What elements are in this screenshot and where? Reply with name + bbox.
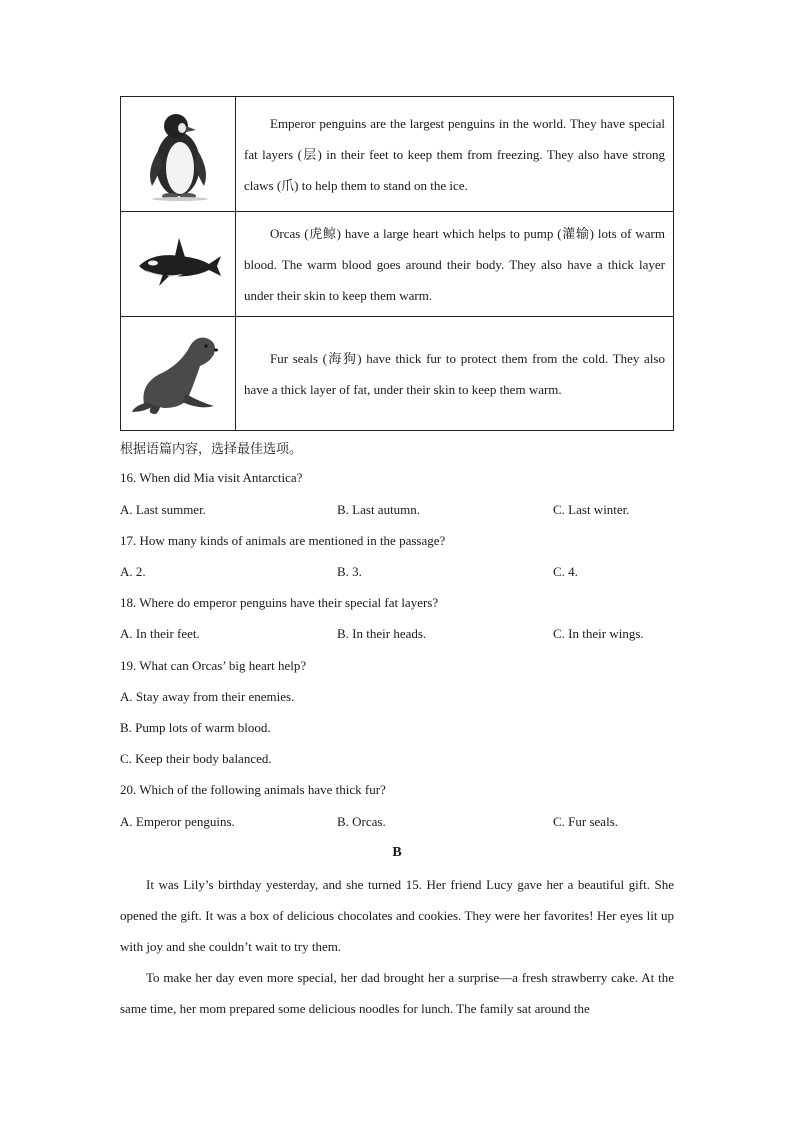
passage-paragraph-2: To make her day even more special, her dad brought her a surprise—a fresh strawberry cake. At the same time, her mom prepared some delicious noodles for lunch. The family sat around the [120,970,674,1016]
q16-option-b: B. Last autumn. [337,502,421,517]
penguin-image [138,106,218,202]
orca-image-cell [121,212,236,317]
q16-option-a: A. Last summer. [120,502,206,517]
q20-option-a: A. Emperor penguins. [120,814,235,829]
q18-option-a: A. In their feet. [120,626,200,641]
q19-option-c: C. Keep their body balanced. [120,751,272,766]
seal-description-cell [236,317,674,431]
penguin-description-cell [236,97,674,212]
q19-option-b: B. Pump lots of warm blood. [120,720,271,735]
question-17: 17. How many kinds of animals are mentioned in the passage? [120,533,446,548]
q20-option-b: B. Orcas. [337,814,386,829]
animal-table [120,96,674,431]
seal-description: Fur seals (海狗) have thick fur to protect them from the cold. They also have a thick layer of fat, under their skin to keep them warm. [244,350,665,397]
penguin-description: Emperor penguins are the largest penguins in the world. They have special fat layers (层) in their feet to keep them from freezing. They also have strong claws (爪) to help them to stand on the ice. [244,115,665,193]
seal-image-cell [121,317,236,431]
q18-option-b: B. In their heads. [337,626,427,641]
q17-option-b: B. 3. [337,564,362,579]
question-20: 20. Which of the following animals have thick fur? [120,782,386,797]
section-b-title: B [392,845,402,860]
table-row-penguin [121,97,674,212]
question-19: 19. What can Orcas’ big heart help? [120,658,307,673]
seal-image [130,332,226,416]
instruction-text: 根据语篇内容，选择最佳选项。 [120,442,303,457]
table-row-orca [121,212,674,317]
passage-paragraph-1: It was Lily’s birthday yesterday, and she turned 15. Her friend Lucy gave her a beautiful gift. She opened the gift. It was a box of delicious chocolates and cookies. They were her favorites! Her eyes lit up with joy and she couldn’t wait to try them. [120,877,674,954]
q18-option-c: C. In their wings. [553,626,644,641]
question-16: 16. When did Mia visit Antarctica? [120,470,303,485]
table-row-seal [121,317,674,431]
q17-option-a: A. 2. [120,564,146,579]
q19-option-a: A. Stay away from their enemies. [120,689,295,704]
orca-image [133,236,223,292]
orca-description-cell [236,212,674,317]
question-18: 18. Where do emperor penguins have their special fat layers? [120,595,439,610]
q16-option-c: C. Last winter. [553,502,630,517]
orca-description: Orcas (虎鲸) have a large heart which helps to pump (灌输) lots of warm blood. The warm blood goes around their body. They also have a thick layer under their skin to keep them warm. [244,225,665,303]
q20-option-c: C. Fur seals. [553,814,618,829]
penguin-image-cell [121,97,236,212]
q17-option-c: C. 4. [553,564,578,579]
